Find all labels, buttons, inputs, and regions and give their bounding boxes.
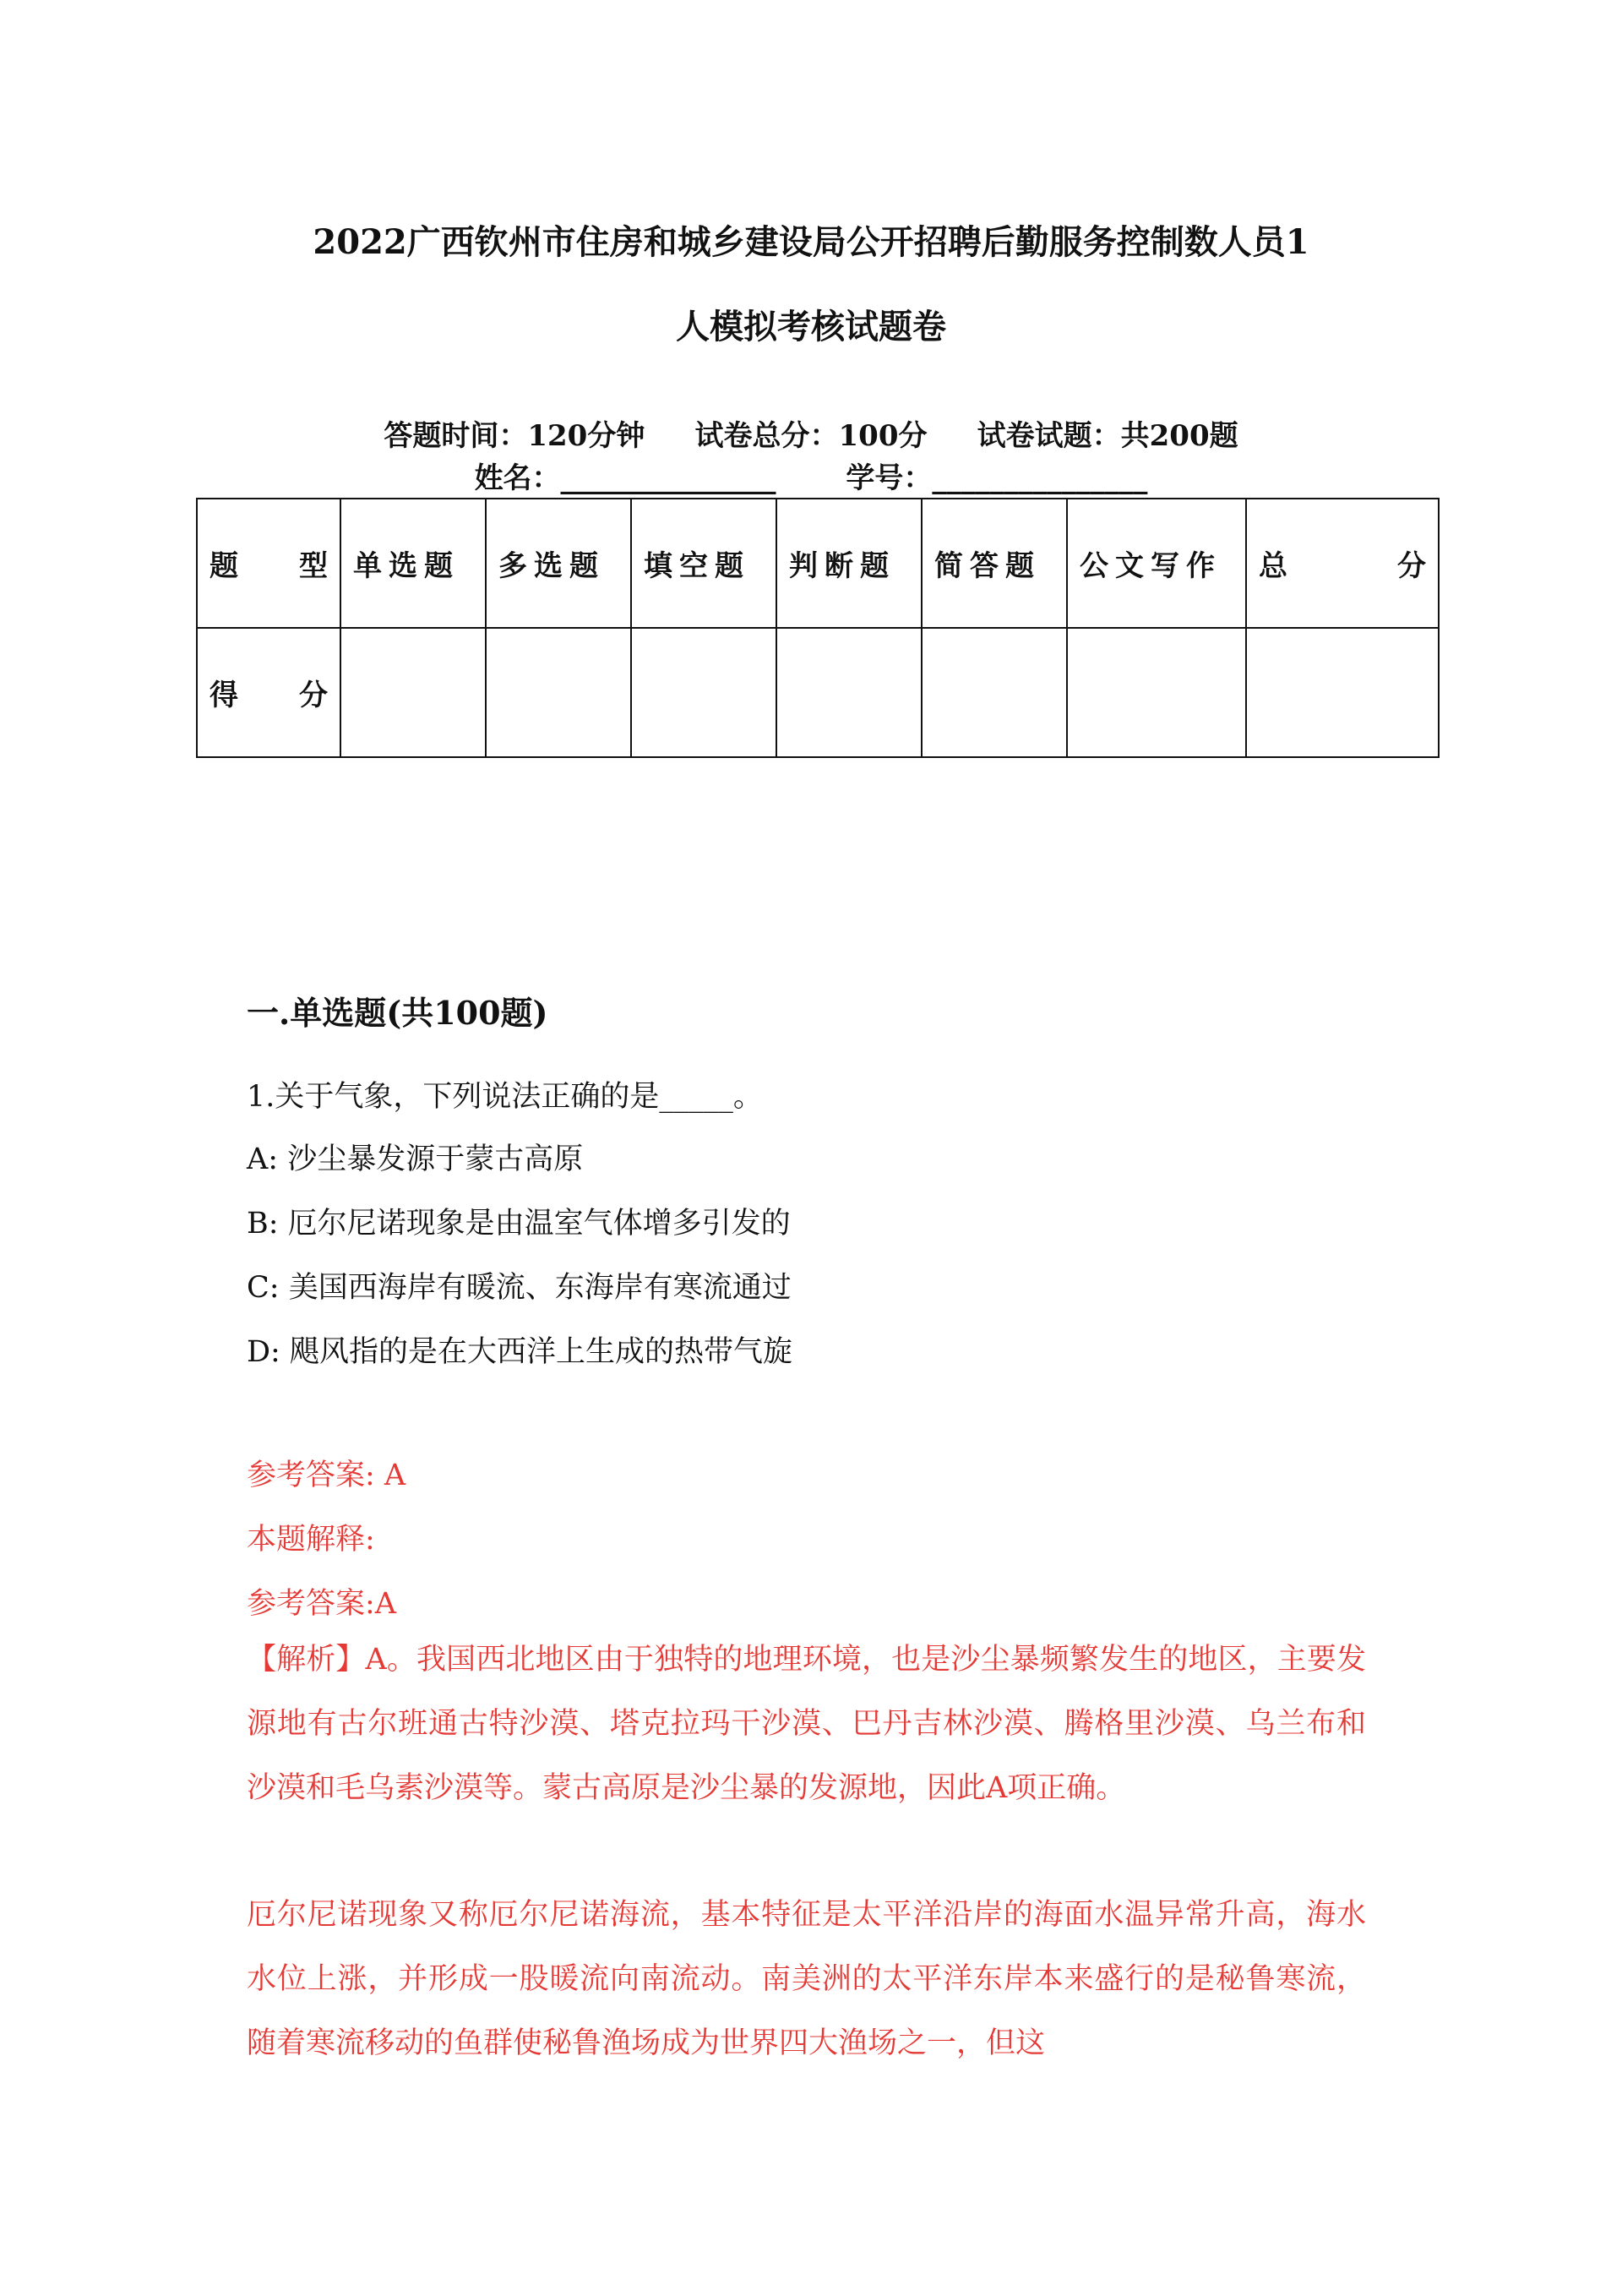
row-label-right: 型 bbox=[299, 549, 328, 583]
score-label-right: 分 bbox=[299, 679, 328, 712]
reference-answer-2: 参考答案:A bbox=[247, 1587, 397, 1621]
score-cell bbox=[486, 628, 631, 757]
col-official-writing: 公文写作 bbox=[1067, 499, 1246, 628]
score-table-header-row bbox=[197, 499, 1439, 628]
col-multiple-choice: 多选题 bbox=[486, 499, 631, 628]
total-left: 总 bbox=[1259, 549, 1287, 583]
explanation-paragraph-2: 厄尔尼诺现象又称厄尔尼诺海流，基本特征是太平洋沿岸的海面水温异常升高，海水水位上涨，并形成一股暖流向南流动。南美洲的太平洋东岸本来盛行的是秘鲁寒流，随着寒流移动的鱼群使秘鲁渔场成为世界四大渔场之一，但这 bbox=[247, 1898, 1366, 2060]
explanation-paragraph-1: 【解析】A。我国西北地区由于独特的地理环境，也是沙尘暴频繁发生的地区，主要发源地有古尔班通古特沙漠、塔克拉玛干沙漠、巴丹吉林沙漠、腾格里沙漠、乌兰布和沙漠和毛乌素沙漠等。蒙古高原是沙尘暴的发源地，因此A项正确。 bbox=[247, 1643, 1366, 1805]
reference-answer: 参考答案: A bbox=[247, 1459, 406, 1492]
row-label-left: 题 bbox=[210, 549, 238, 583]
option-c: C: 美国西海岸有暖流、东海岸有寒流通过 bbox=[247, 1271, 792, 1305]
option-d: D: 飓风指的是在大西洋上生成的热带气旋 bbox=[247, 1335, 792, 1369]
col-true-false: 判断题 bbox=[776, 499, 922, 628]
col-single-choice: 单选题 bbox=[340, 499, 486, 628]
score-table bbox=[196, 498, 1440, 758]
option-a: A: 沙尘暴发源于蒙古高原 bbox=[247, 1143, 584, 1176]
score-cell bbox=[631, 628, 776, 757]
exam-info-line: 答题时间：120分钟 试卷总分：100分 试卷试题：共200题 bbox=[384, 419, 1238, 453]
option-b: B: 厄尔尼诺现象是由温室气体增多引发的 bbox=[247, 1207, 791, 1241]
row-label-score bbox=[197, 628, 340, 757]
col-fill-blank: 填空题 bbox=[631, 499, 776, 628]
document-title-line-2: 人模拟考核试题卷 bbox=[676, 307, 946, 346]
score-cell bbox=[1067, 628, 1246, 757]
score-cell bbox=[776, 628, 922, 757]
name-id-line: 姓名：_______________ 学号：_______________ bbox=[474, 461, 1148, 495]
score-cell bbox=[340, 628, 486, 757]
explanation-label: 本题解释: bbox=[247, 1523, 375, 1557]
col-short-answer: 简答题 bbox=[922, 499, 1067, 628]
score-table-score-row bbox=[197, 628, 1439, 757]
col-total bbox=[1246, 499, 1439, 628]
total-right: 分 bbox=[1397, 549, 1426, 583]
section-heading: 一.单选题(共100题) bbox=[247, 994, 548, 1032]
row-label-question-type bbox=[197, 499, 340, 628]
document-title-line-1: 2022广西钦州市住房和城乡建设局公开招聘后勤服务控制数人员1 bbox=[313, 222, 1309, 262]
score-label-left: 得 bbox=[210, 679, 238, 712]
score-cell bbox=[922, 628, 1067, 757]
question-stem: 1.关于气象，下列说法正确的是_____。 bbox=[247, 1080, 763, 1114]
score-cell bbox=[1246, 628, 1439, 757]
